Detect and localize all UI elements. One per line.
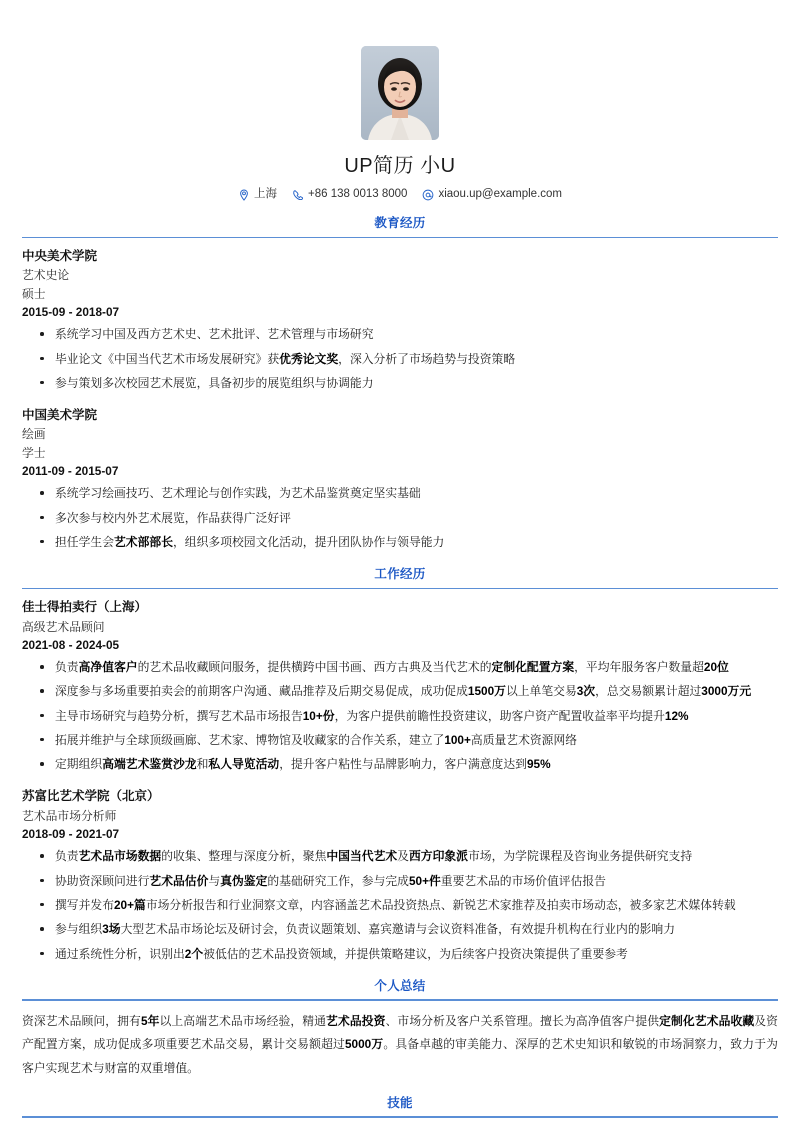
location-pin-icon	[238, 189, 250, 201]
work-bullet-0-2-run-3: 12%	[664, 708, 689, 723]
education-date-range: 2015-09 - 2018-07	[22, 304, 120, 319]
work-bullet-0-1-run-3: 3次	[576, 684, 596, 699]
education-bullet-0-1-run-2: ，深入分析了市场趋势与投资策略	[338, 351, 516, 366]
education-bullet	[22, 483, 778, 503]
work-bullet	[22, 681, 778, 701]
summary-run-5: 定制化艺术品收藏	[659, 1013, 755, 1028]
work-bullet	[22, 657, 778, 677]
education-bullet	[22, 349, 778, 369]
work-organization: 苏富比艺术学院（北京）	[22, 789, 160, 804]
contact-phone	[288, 189, 411, 201]
section-divider-education	[22, 237, 778, 239]
work-bullet-1-0-run-4: 及	[397, 849, 409, 864]
work-bullet-0-1-run-2: 以上单笔交易	[505, 684, 577, 699]
summary-run-1: 5年	[140, 1013, 160, 1028]
work-bullet-1-2-run-2: 市场分析报告和行业洞察文章，内容涵盖艺术品投资热点、新锐艺术家推荐及拍卖市场动态，被多家艺术媒体转载	[145, 897, 736, 912]
candidate-name: UP简历 小U	[344, 155, 456, 177]
education-bullet	[22, 508, 778, 528]
education-bullet-1-2-run-1: 艺术部部长	[114, 534, 173, 549]
work-bullet-1-1-run-1: 艺术品估价	[149, 873, 209, 888]
contact-phone-text: +86 138 0013 8000	[308, 188, 408, 201]
work-bullet-0-1-run-1: 1500万	[467, 684, 506, 699]
education-organization: 中国美术学院	[22, 408, 98, 423]
education-entry	[22, 247, 778, 393]
resume-body	[0, 215, 800, 1118]
work-bullet-1-4-run-1: 2个	[184, 946, 204, 961]
education-bullet	[22, 532, 778, 552]
work-bullet-1-1-run-4: 的基础研究工作，参与完成	[267, 873, 409, 888]
summary-run-7: 5000万	[345, 1037, 384, 1052]
summary-run-3: 艺术品投资	[326, 1013, 386, 1028]
education-bullet-0-2-run-0: 参与策划多次校园艺术展览，具备初步的展览组织与协调能力	[55, 375, 374, 390]
education-bullet	[22, 324, 778, 344]
section-skills	[22, 1095, 778, 1118]
work-bullet-1-0-run-5: 西方印象派	[408, 849, 468, 864]
section-summary	[22, 978, 778, 1081]
work-bullet-0-2-run-0: 主导市场研究与趋势分析，撰写艺术品市场报告	[55, 708, 303, 723]
work-bullet-1-2-run-1: 20+篇	[114, 897, 146, 912]
education-degree: 硕士	[22, 286, 46, 301]
work-bullet-0-4-run-1: 高端艺术鉴赏沙龙	[102, 757, 197, 772]
work-bullet-0-3-run-0: 拓展并维护与全球顶级画廊、艺术家、博物馆及收藏家的合作关系，建立了	[55, 732, 445, 747]
education-bullet	[22, 373, 778, 393]
education-bullet-0-1-run-0: 毕业论文《中国当代艺术市场发展研究》获	[55, 351, 280, 366]
contact-email	[418, 189, 566, 201]
education-organization: 中央美术学院	[22, 249, 98, 263]
work-bullet-0-4-run-3: 私人导览活动	[208, 757, 280, 772]
education-degree: 学士	[22, 445, 46, 460]
phone-icon	[292, 189, 304, 201]
work-bullet	[22, 730, 778, 750]
work-bullet-1-0-run-2: 的收集、整理与深度分析，聚焦	[161, 849, 327, 864]
work-bullet-1-2-run-0: 撰写并发布	[55, 897, 114, 912]
work-bullet	[22, 944, 778, 964]
work-bullet	[22, 919, 778, 939]
summary-run-2: 以上高端艺术品市场经验，精通	[159, 1013, 327, 1028]
work-bullet-1-0-run-6: 市场，为学院课程及咨询业务提供研究支持	[467, 849, 693, 864]
section-title-skills: 技能	[387, 1095, 413, 1110]
work-bullet-0-4-run-5: 95%	[526, 757, 551, 772]
work-bullet-1-3-run-0: 参与组织	[55, 922, 103, 937]
work-bullet-1-3-run-2: 大型艺术品市场论坛及研讨会，负责议题策划、嘉宾邀请与会议资料准备，有效提升机构在行业内的影响力	[120, 922, 676, 937]
work-bullet-list	[22, 657, 778, 774]
resume-header	[22, 0, 778, 201]
work-bullet-1-1-run-5: 50+件	[408, 873, 441, 888]
work-bullet-0-0-run-0: 负责	[55, 660, 79, 675]
work-bullet-0-3-run-2: 高质量艺术资源网络	[470, 732, 578, 747]
section-title-work: 工作经历	[374, 567, 426, 582]
section-work	[22, 566, 778, 964]
email-at-icon	[422, 189, 434, 201]
work-bullet-1-1-run-6: 重要艺术品的市场价值评估报告	[440, 873, 606, 888]
work-role: 艺术品市场分析师	[22, 808, 117, 823]
work-date-range: 2018-09 - 2021-07	[22, 827, 120, 842]
education-bullet-0-0-run-0: 系统学习中国及西方艺术史、艺术批评、艺术管理与市场研究	[55, 327, 374, 342]
section-title-education: 教育经历	[374, 216, 426, 230]
work-bullet-0-4-run-2: 和	[196, 757, 209, 772]
work-bullet	[22, 706, 778, 726]
contact-bar	[22, 189, 778, 201]
work-bullet	[22, 895, 778, 915]
work-bullet-0-1-run-4: ，总交易额累计超过	[595, 684, 702, 699]
work-date-range: 2021-08 - 2024-05	[22, 637, 120, 652]
work-bullet-1-0-run-0: 负责	[55, 849, 79, 864]
work-entry	[22, 787, 778, 963]
work-bullet	[22, 754, 778, 774]
work-bullet-0-0-run-1: 高净值客户	[78, 660, 138, 675]
education-bullet-1-2-run-2: ，组织多项校园文化活动，提升团队协作与领导能力	[173, 534, 445, 549]
summary-paragraph	[22, 1010, 778, 1081]
contact-email-text: xiaou.up@example.com	[438, 188, 562, 201]
work-bullet-0-1-run-5: 3000万元	[701, 684, 752, 699]
education-bullet-0-1-run-1: 优秀论文奖	[279, 351, 339, 366]
contact-location-text: 上海	[254, 188, 277, 201]
work-bullet-0-3-run-1: 100+	[444, 732, 471, 747]
work-bullet-0-4-run-0: 定期组织	[55, 757, 103, 772]
work-role: 高级艺术品顾问	[22, 619, 105, 634]
summary-run-0: 资深艺术品顾问，拥有	[22, 1013, 141, 1028]
work-bullet-1-3-run-1: 3场	[102, 922, 121, 937]
education-bullet-1-0-run-0: 系统学习绘画技巧、艺术理论与创作实践，为艺术品鉴赏奠定坚实基础	[55, 486, 421, 501]
work-bullet-1-1-run-2: 与	[208, 873, 221, 888]
work-bullet-1-4-run-0: 通过系统性分析，识别出	[55, 946, 185, 961]
work-bullet-0-1-run-0: 深度参与多场重要拍卖会的前期客户沟通、藏品推荐及后期交易促成，成功促成	[55, 684, 468, 699]
work-bullet-0-0-run-4: ，平均年服务客户数量超	[574, 660, 704, 675]
section-divider-summary	[22, 999, 778, 1001]
work-bullet	[22, 846, 778, 866]
work-bullet-1-1-run-0: 协助资深顾问进行	[55, 873, 150, 888]
work-bullet-0-4-run-4: ，提升客户粘性与品牌影响力，客户满意度达到	[279, 757, 527, 772]
work-bullet-0-0-run-3: 定制化配置方案	[491, 660, 575, 675]
education-bullet-list	[22, 324, 778, 393]
summary-run-8: 。具备卓越的审美能力、深厚的艺术史知识和敏锐的市场洞察力，致力于为客户实现艺术与财富的双重增值。	[22, 1037, 778, 1075]
education-date-range: 2011-09 - 2015-07	[22, 464, 119, 478]
education-role: 绘画	[22, 427, 46, 442]
section-divider-skills	[22, 1116, 778, 1118]
avatar	[361, 46, 439, 140]
summary-run-6: 及资产配置方案，成功促成多项重要艺术品交易，累计交易额超过	[22, 1013, 778, 1052]
work-bullet-0-0-run-5: 20位	[703, 660, 729, 675]
section-divider-work	[22, 588, 778, 590]
education-bullet-1-1-run-0: 多次参与校内外艺术展览，作品获得广泛好评	[55, 510, 291, 525]
work-bullet-1-4-run-2: 被低估的艺术品投资领域，并提供策略建议，为后续客户投资决策提供了重要参考	[203, 946, 628, 961]
education-bullet-list	[22, 483, 778, 552]
work-bullet	[22, 871, 778, 891]
work-entry	[22, 598, 778, 774]
work-organization: 佳士得拍卖行（上海）	[22, 600, 148, 615]
summary-run-4: 、市场分析及客户关系管理。擅长为高净值客户提供	[385, 1013, 660, 1028]
work-bullet-0-0-run-2: 的艺术品收藏顾问服务，提供横跨中国书画、西方古典及当代艺术的	[137, 660, 492, 675]
education-entry	[22, 406, 778, 552]
work-bullet-1-0-run-1: 艺术品市场数据	[78, 849, 162, 864]
work-bullet-0-2-run-1: 10+份	[302, 708, 335, 723]
work-bullet-1-1-run-3: 真伪鉴定	[220, 873, 268, 888]
section-title-summary: 个人总结	[374, 978, 426, 993]
education-bullet-1-2-run-0: 担任学生会	[55, 534, 114, 549]
work-bullet-0-2-run-2: ，为客户提供前瞻性投资建议，助客户资产配置收益率平均提升	[334, 708, 665, 723]
work-bullet-1-0-run-3: 中国当代艺术	[326, 849, 398, 864]
contact-location	[234, 189, 281, 201]
education-role: 艺术史论	[22, 268, 70, 283]
section-education	[22, 215, 778, 552]
work-bullet-list	[22, 846, 778, 963]
